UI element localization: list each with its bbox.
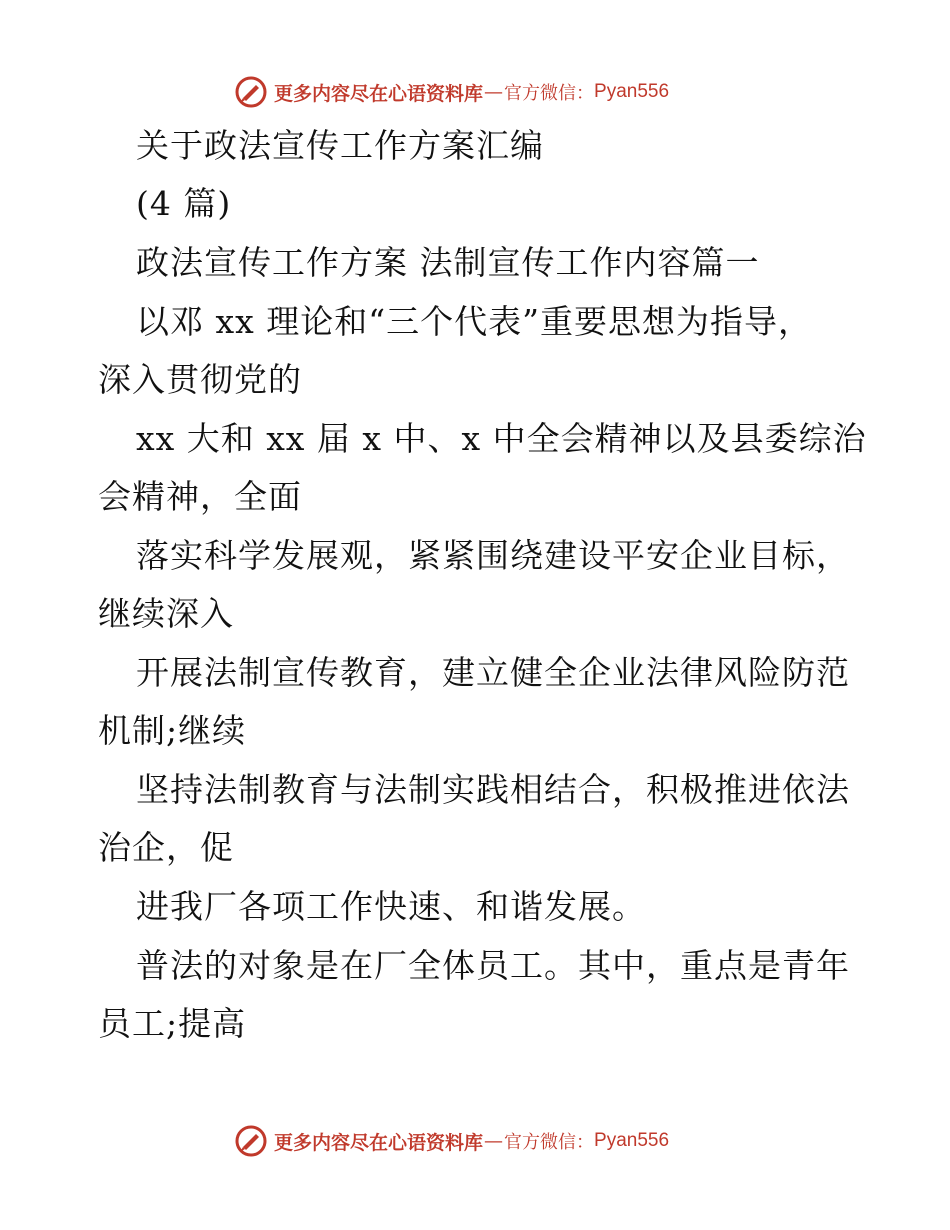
- body-line: 治企，促: [98, 828, 234, 867]
- banner-wechat-label: 官方微信：: [504, 83, 595, 104]
- document-subtitle: (4 篇): [136, 184, 232, 223]
- body-line: 开展法制宣传教育，建立健全企业法律风险防范: [136, 653, 850, 692]
- body-line: 员工;提高: [98, 1004, 247, 1043]
- brand-logo-icon: [234, 75, 268, 109]
- banner-wechat-id: Pyan556: [594, 1130, 670, 1151]
- body-line: 深入贯彻党的: [98, 360, 302, 399]
- banner-slogan: 更多内容尽在心语资料库: [274, 82, 484, 105]
- body-line: 落实科学发展观，紧紧围绕建设平安企业目标，: [136, 536, 850, 575]
- banner-wechat-label: 官方微信：: [504, 1132, 595, 1153]
- body-line: 坚持法制教育与法制实践相结合，积极推进依法: [136, 770, 850, 809]
- banner-slogan: 更多内容尽在心语资料库: [274, 1131, 484, 1154]
- body-line: 进我厂各项工作快速、和谐发展。: [136, 887, 646, 926]
- banner-dash: —: [484, 1130, 504, 1152]
- document-title: 关于政法宣传工作方案汇编: [136, 126, 544, 165]
- footer-banner: [234, 1121, 669, 1161]
- body-line: 机制;继续: [98, 711, 247, 750]
- section-heading: 政法宣传工作方案 法制宣传工作内容篇一: [136, 243, 760, 282]
- body-line: 继续深入: [98, 594, 234, 633]
- body-line: xx 大和 xx 届 x 中、x 中全会精神以及县委综治: [136, 419, 867, 458]
- body-line: 以邓 xx 理论和“三个代表”重要思想为指导，: [136, 302, 812, 341]
- banner-dash: —: [484, 81, 504, 103]
- banner-wechat-id: Pyan556: [594, 81, 670, 102]
- body-line: 会精神，全面: [98, 477, 302, 516]
- header-banner: [234, 72, 669, 112]
- body-line: 普法的对象是在厂全体员工。其中，重点是青年: [136, 946, 850, 985]
- brand-logo-icon: [234, 1124, 268, 1158]
